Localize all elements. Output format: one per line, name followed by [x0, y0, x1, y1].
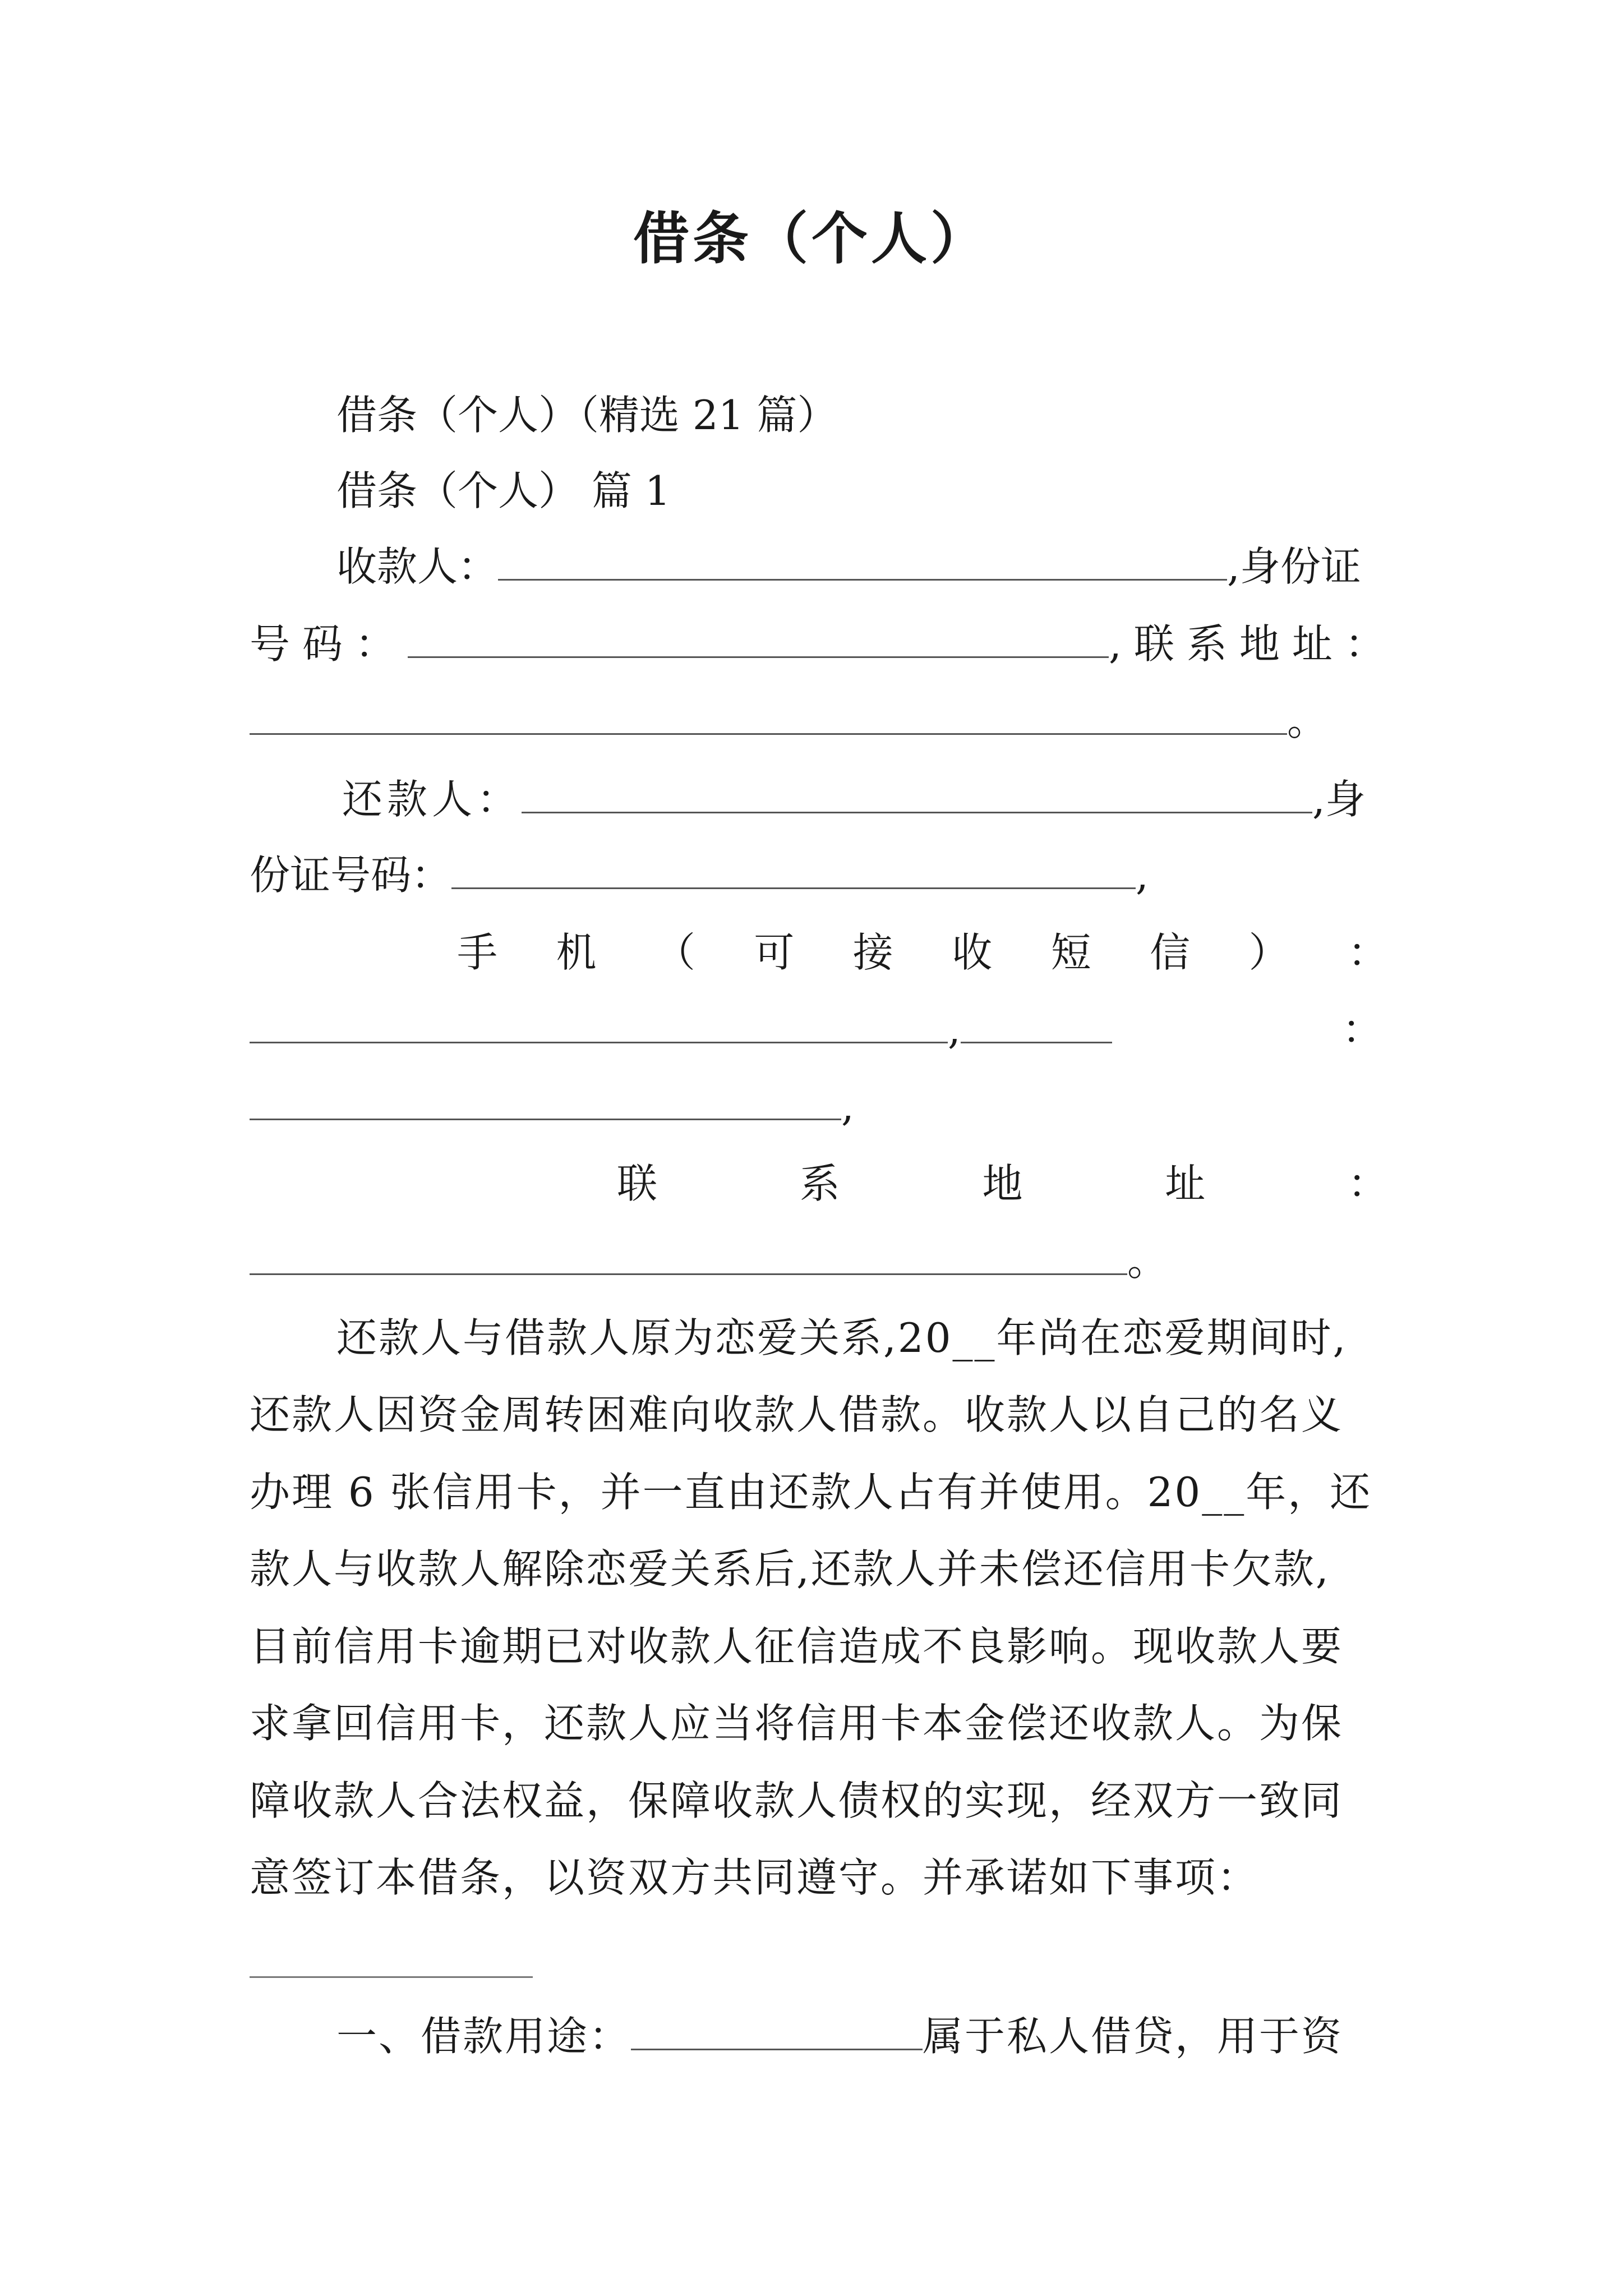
paragraph-line: 障收款人合法权益，保障收款人债权的实现，经双方一致同	[250, 1777, 1344, 1824]
payee-line	[336, 539, 1361, 595]
phone-char: 手	[457, 929, 498, 976]
address-char: 系	[799, 1160, 840, 1207]
repayer-id-end: ,	[1136, 852, 1149, 899]
address-char: ：	[1347, 1160, 1388, 1207]
paragraph-line: 求拿回信用卡，还款人应当将信用卡本金偿还收款人。为保	[250, 1700, 1344, 1747]
phone-char: 短	[1050, 929, 1091, 976]
address-char: 址	[1165, 1160, 1206, 1207]
paragraph-line: 还款人因资金周转困难向收款人借款。收款人以自己的名义	[250, 1391, 1344, 1438]
phone-comma: ,	[948, 1006, 961, 1053]
paragraph-line: 目前信用卡逾期已对收款人征信造成不良影响。现收款人要	[250, 1623, 1344, 1670]
address-char: 地	[982, 1160, 1023, 1207]
repayer-id-label-cont: 份证号码：	[250, 852, 452, 899]
extra-colon: ：	[1341, 1006, 1382, 1053]
footnote-separator	[250, 1976, 533, 1978]
repayer-address-end: 。	[1127, 1237, 1168, 1285]
payee-name-blank	[498, 545, 1227, 581]
paragraph-line: 办理 6 张信用卡，并一直由还款人占有并使用。20__年，还	[250, 1469, 1372, 1516]
repayer-address-line	[250, 1233, 1168, 1289]
payee-label: 收款人：	[336, 543, 499, 590]
repayer-phone-blank	[250, 1008, 948, 1043]
repayer-phone-label-line	[457, 924, 1388, 981]
address-char: 联	[617, 1160, 658, 1207]
payee-id-label: ,身份证	[1227, 543, 1361, 590]
extra-comma: ,	[841, 1083, 854, 1130]
clause-1-blank	[631, 2015, 923, 2050]
repayer-extra-blank	[250, 1085, 841, 1120]
payee-address-blank	[250, 700, 1287, 735]
paragraph-line: 还款人与借款人原为恋爱关系,20__年尚在恋爱期间时,	[336, 1314, 1348, 1361]
clause-1-label: 一、借款用途：	[336, 2013, 631, 2060]
paragraph-line: 款人与收款人解除恋爱关系后,还款人并未偿还信用卡欠款,	[250, 1545, 1330, 1593]
document-title: 借条（个人）	[633, 205, 990, 272]
repayer-name-blank	[522, 778, 1312, 813]
repayer-id-label: ,身	[1312, 776, 1366, 823]
repayer-address-blank	[250, 1240, 1127, 1275]
clause-1-text: 属于私人借贷，用于资	[923, 2013, 1344, 2060]
payee-address-label: ,联系地址：	[1109, 620, 1398, 668]
phone-char: 收	[952, 929, 993, 976]
phone-char: ）	[1248, 929, 1289, 976]
repayer-address-label-line	[617, 1156, 1388, 1212]
phone-char: （	[654, 929, 695, 976]
phone-char: 机	[556, 929, 597, 976]
phone-char: 信	[1150, 929, 1191, 976]
phone-char: 接	[852, 929, 893, 976]
repayer-phone-blank-line	[250, 1001, 1388, 1057]
document-subtitle: 借条（个人）（精选 21 篇）	[336, 392, 838, 439]
repayer-id-blank	[451, 854, 1136, 889]
repayer-extra-blank-line	[250, 1078, 854, 1134]
paragraph-line: 意签订本借条，以资双方共同遵守。并承诺如下事项：	[250, 1854, 1260, 1901]
payee-id-line	[250, 616, 1398, 672]
repayer-extra-label-blank	[961, 1008, 1112, 1043]
payee-id-blank	[408, 623, 1109, 658]
repayer-id-line	[250, 847, 1149, 903]
clause-1-line	[336, 2008, 1343, 2064]
payee-address-line	[250, 693, 1327, 749]
repayer-label: 还款人：	[342, 776, 522, 823]
payee-id-label-cont: 号码：	[250, 620, 408, 668]
payee-address-end: 。	[1287, 697, 1328, 744]
repayer-line	[342, 771, 1366, 827]
section-heading: 借条（个人） 篇 1	[336, 467, 671, 514]
phone-char: ：	[1347, 929, 1388, 976]
phone-char: 可	[754, 929, 795, 976]
